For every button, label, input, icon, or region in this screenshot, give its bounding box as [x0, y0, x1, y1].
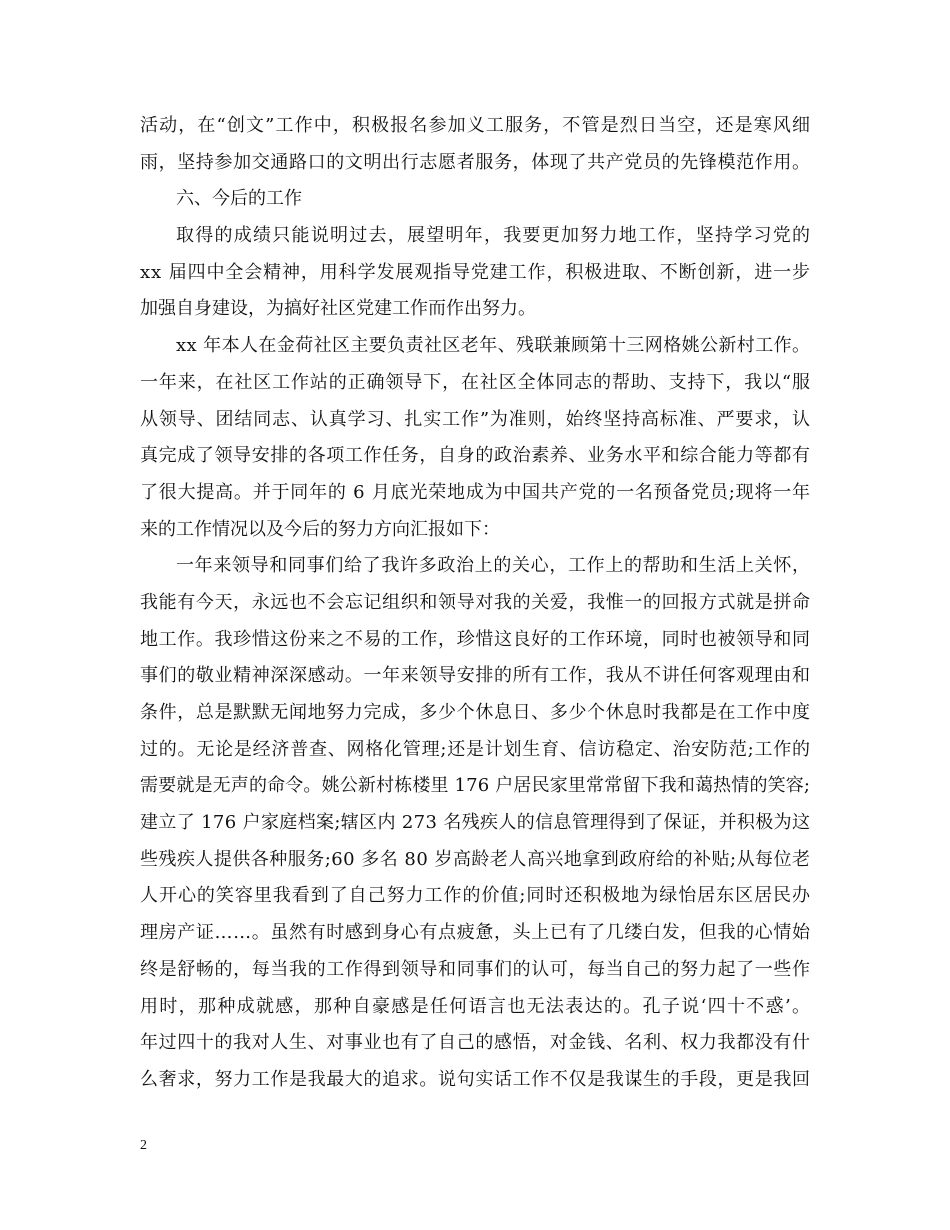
text-line: 用时，那种成就感，那种自豪感是任何语言也无法表达的。孔子说‘四十不惑’。: [140, 995, 812, 1017]
text-line: 雨，坚持参加交通路口的文明出行志愿者服务，体现了共产党员的先锋模范作用。: [140, 151, 811, 173]
text-line: 了很大提高。并于同年的 6 月底光荣地成为中国共产党的一名预备党员;现将一年: [140, 481, 811, 503]
text-line: 活动，在“创文”工作中，积极报名参加义工服务，不管是烈日当空，还是寒风细: [140, 115, 812, 136]
text-line: 六、今后的工作: [176, 188, 302, 210]
text-line: 需要就是无声的命令。姚公新村栋楼里 176 户居民家里常常留下我和蔼热情的笑容;: [140, 775, 811, 797]
text-line: 终是舒畅的，每当我的工作得到领导和同事们的认可，每当自己的努力起了一些作: [140, 958, 811, 980]
text-line: xx 届四中全会精神，用科学发展观指导党建工作，积极进取、不断创新，进一步: [140, 261, 811, 283]
page-number: 2: [140, 1138, 147, 1153]
text-line: 事们的敬业精神深深感动。一年来领导安排的所有工作，我从不讲任何客观理由和: [140, 665, 811, 687]
text-line: 建立了 176 户家庭档案;辖区内 273 名残疾人的信息管理得到了保证，并积极为这: [140, 812, 811, 834]
text-line: 我能有今天，永远也不会忘记组织和领导对我的关爱，我惟一的回报方式就是拼命: [140, 591, 811, 613]
document-body: [140, 108, 810, 1099]
text-line: 理房产证……。虽然有时感到身心有点疲惫，头上已有了几缕白发，但我的心情始: [140, 922, 811, 944]
text-line: 些残疾人提供各种服务;60 多名 80 岁高龄老人高兴地拿到政府给的补贴;从每位老: [140, 848, 811, 870]
text-line: 人开心的笑容里我看到了自己努力工作的价值;同时还积极地为绿怡居东区居民办: [140, 885, 811, 907]
text-line: 么奢求，努力工作是我最大的追求。说句实话工作不仅是我谋生的手段，更是我回: [140, 1068, 811, 1090]
text-line: 条件，总是默默无闻地努力完成，多少个休息日、多少个休息时我都是在工作中度: [140, 702, 811, 723]
text-line: 过的。无论是经济普查、网格化管理;还是计划生育、信访稳定、治安防范;工作的: [140, 738, 811, 760]
text-line: 真完成了领导安排的各项工作任务，自身的政治素养、业务水平和综合能力等都有: [140, 445, 811, 467]
text-line: 从领导、团结同志、认真学习、扎实工作”为准则，始终坚持高标准、严要求，认: [140, 408, 811, 430]
text-line: 地工作。我珍惜这份来之不易的工作，珍惜这良好的工作环境，同时也被领导和同: [140, 628, 811, 650]
text-line: xx 年本人在金荷社区主要负责社区老年、残联兼顾第十三网格姚公新村工作。: [176, 335, 811, 357]
text-line: 年过四十的我对人生、对事业也有了自己的感悟，对金钱、名利、权力我都没有什: [140, 1032, 811, 1054]
text-line: 取得的成绩只能说明过去，展望明年，我要更加努力地工作，坚持学习党的: [176, 225, 812, 247]
text-line: 一年来，在社区工作站的正确领导下，在社区全体同志的帮助、支持下，我以“服: [140, 371, 811, 393]
text-line: 来的工作情况以及今后的努力方向汇报如下：: [140, 518, 500, 540]
text-line: 一年来领导和同事们给了我许多政治上的关心，工作上的帮助和生活上关怀，: [176, 555, 811, 577]
text-line: 加强自身建设，为搞好社区党建工作而作出努力。: [140, 298, 536, 320]
